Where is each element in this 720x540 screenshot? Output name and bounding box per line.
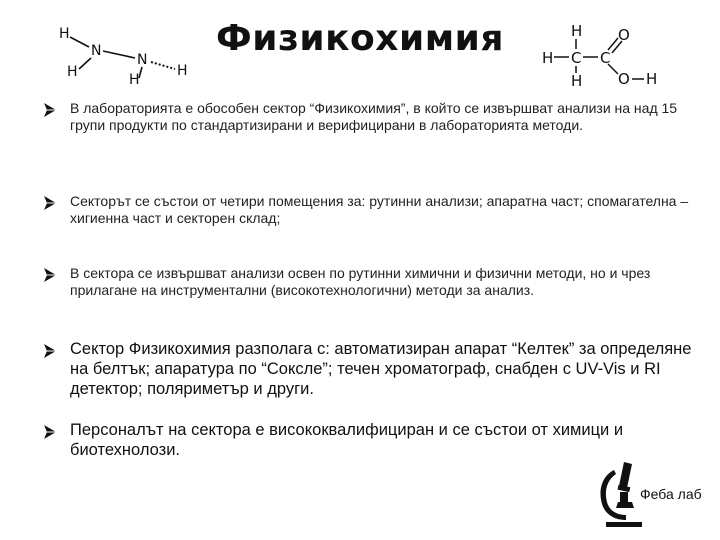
- list-item: [42, 265, 692, 299]
- atom-h2: H: [67, 64, 78, 80]
- atom-n1: N: [91, 43, 102, 59]
- list-item-text: Персоналът на сектора е висококвалифициран и се състои от химици и биотехнолози.: [70, 421, 624, 459]
- list-item: [42, 193, 692, 227]
- atom-c2: C: [600, 49, 611, 67]
- list-item-text: Сектор Физикохимия разполага с: автоматизиран апарат “Келтек” за определяне на белтък; апаратура по “Соксле”; течен хроматограф, снабден с UV-Vis и RI детектор; поляриметър и други.: [70, 340, 692, 398]
- list-item-text: В лабораторията е обособен сектор “Физикохимия”, в който се извършват анализи на над 15 групи продукти по стандартизирани и верифицирани в лабораторията методи.: [70, 100, 678, 133]
- list-item-text: Секторът се състои от четири помещения за: рутинни анализи; апаратна част; спомагателна – хигиенна част и секторен склад;: [70, 193, 689, 226]
- arrow-bullet-icon: [42, 102, 58, 118]
- atom-h4: H: [177, 63, 188, 79]
- atom-n2: N: [137, 52, 148, 68]
- atom-h-top: H: [571, 22, 583, 40]
- arrow-bullet-icon: [42, 343, 58, 359]
- list-item: [42, 340, 692, 399]
- arrow-bullet-icon: [42, 424, 58, 440]
- arrow-bullet-icon: [42, 267, 58, 283]
- atom-h3: H: [129, 72, 140, 88]
- atom-o-single: O: [618, 70, 630, 88]
- atom-h1: H: [59, 26, 70, 42]
- atom-h-oh: H: [646, 70, 658, 88]
- atom-h-bottom: H: [571, 72, 583, 90]
- list-item-text: В сектора се извършват анализи освен по рутинни химични и физични методи, но и чрез прилагане на инструментални (високотехнологични) методи за анализ.: [70, 265, 651, 298]
- brand-name: Феба лаб: [640, 486, 702, 502]
- hydrazine-molecule-icon: [55, 20, 205, 90]
- acetic-acid-molecule-icon: [538, 22, 668, 92]
- atom-h-left: H: [542, 49, 554, 67]
- arrow-bullet-icon: [42, 195, 58, 211]
- microscope-logo-icon: [596, 458, 646, 536]
- page-title: Физикохимия: [216, 18, 504, 59]
- list-item: [42, 100, 692, 134]
- list-item: [42, 421, 692, 461]
- atom-c1: C: [571, 49, 582, 67]
- atom-o-double: O: [618, 26, 630, 44]
